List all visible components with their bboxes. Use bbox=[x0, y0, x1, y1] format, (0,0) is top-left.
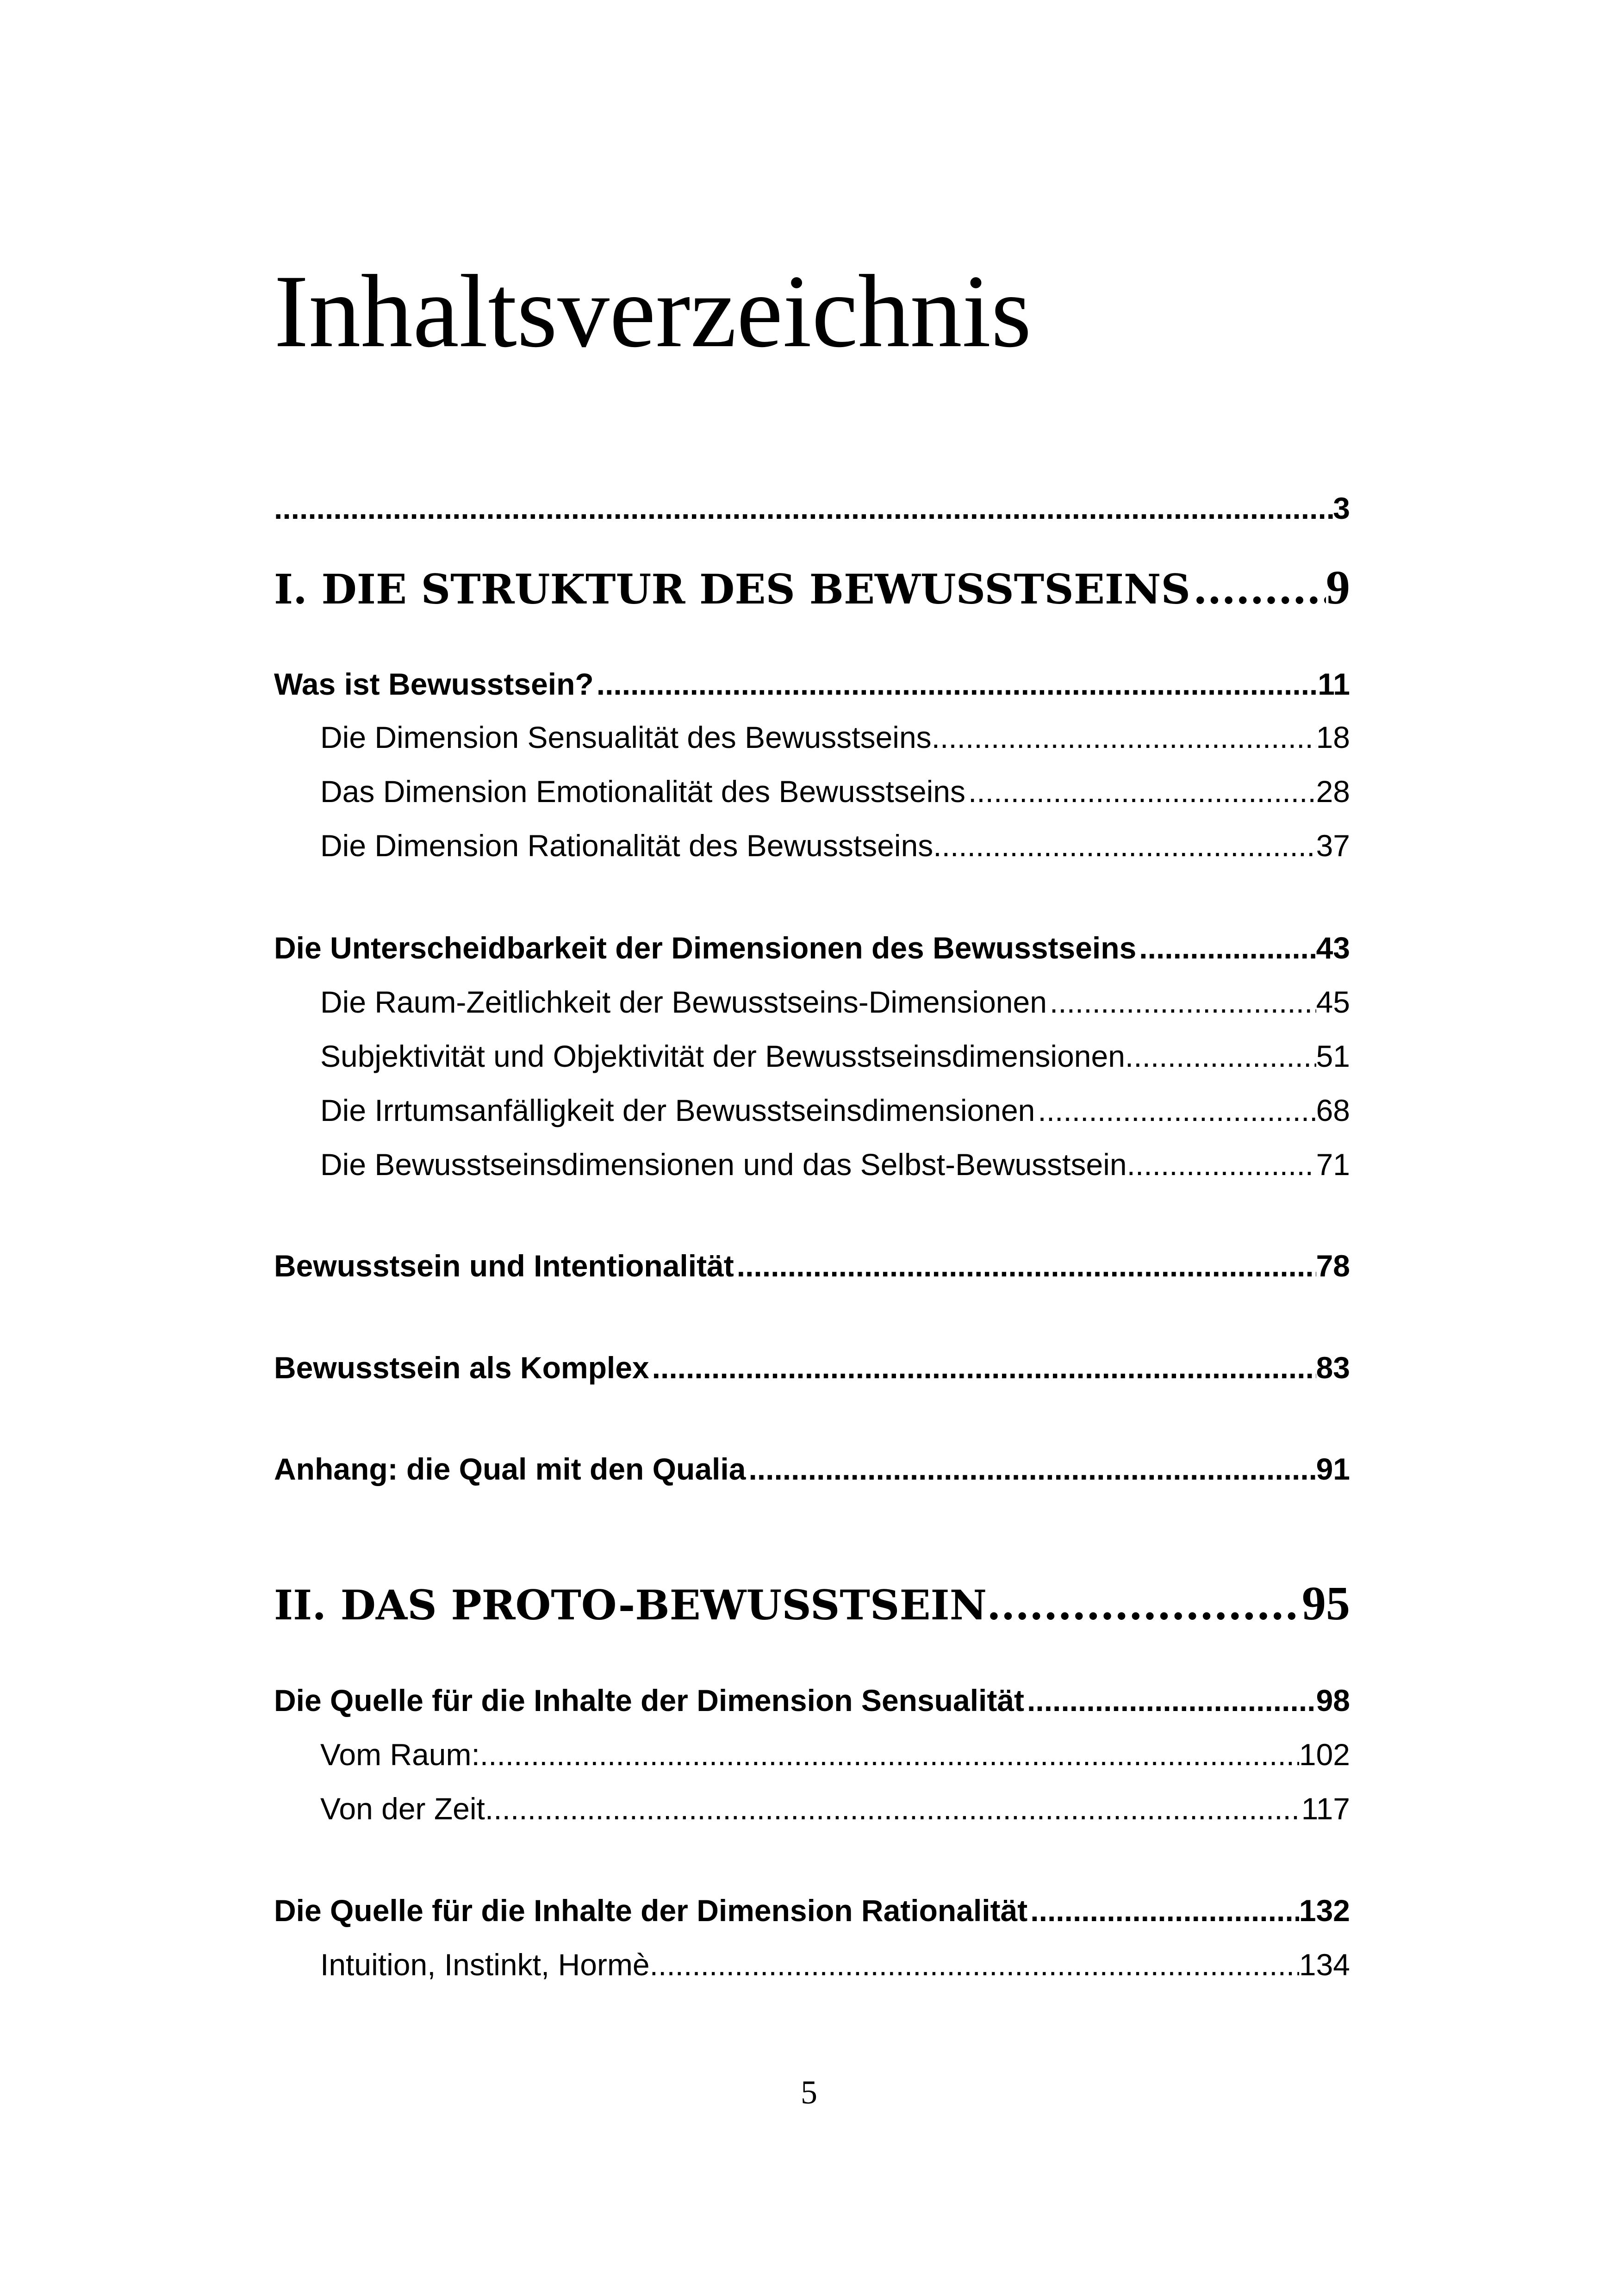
toc-section-7-1[interactable] bbox=[320, 1947, 1350, 1989]
toc-entry-page: 18 bbox=[1316, 720, 1350, 754]
toc-entry-label: Die Irrtumsanfälligkeit der Bewusstseinsdimensionen bbox=[320, 1093, 1035, 1127]
toc-section-1-1[interactable] bbox=[320, 720, 1350, 761]
toc-entry-label: Die Dimension Rationalität des Bewusstseins bbox=[320, 828, 933, 863]
dot-leader bbox=[480, 1737, 1299, 1772]
toc-entry-page: 91 bbox=[1316, 1452, 1350, 1486]
toc-chapter-5[interactable] bbox=[274, 1451, 1350, 1493]
toc-chapter-6[interactable] bbox=[274, 1683, 1350, 1724]
toc-chapter-1[interactable] bbox=[274, 666, 1350, 708]
toc-entry-page: 78 bbox=[1316, 1249, 1350, 1283]
toc-entry-label: Von der Zeit bbox=[320, 1792, 485, 1826]
dot-leader bbox=[274, 491, 1333, 526]
toc-entry-page: 51 bbox=[1316, 1039, 1350, 1073]
toc-entry-label: Die Dimension Sensualität des Bewusstseins bbox=[320, 720, 932, 754]
dot-leader bbox=[1027, 1683, 1316, 1718]
dot-leader bbox=[932, 720, 1316, 755]
dot-leader bbox=[485, 1791, 1301, 1826]
toc-entry-page: 11 bbox=[1318, 667, 1350, 701]
toc-part-page: 9 bbox=[1326, 561, 1350, 614]
toc-entry-page: 98 bbox=[1316, 1683, 1350, 1717]
dot-leader bbox=[1139, 930, 1316, 965]
toc-entry-label: Das Dimension Emotionalität des Bewusstseins bbox=[320, 774, 965, 809]
toc-entry-label: Die Bewusstseinsdimensionen und das Selbst-Bewusstsein bbox=[320, 1147, 1127, 1182]
toc-entry-label: Was ist Bewusstsein? bbox=[274, 667, 594, 701]
toc-entry-page: 37 bbox=[1316, 828, 1350, 863]
toc-entry-label: Bewusstsein und Intentionalität bbox=[274, 1249, 734, 1283]
toc-section-2-1[interactable] bbox=[320, 984, 1350, 1026]
dot-leader bbox=[650, 1947, 1299, 1982]
dot-leader bbox=[987, 1581, 1302, 1629]
toc-entry-label: Anhang: die Qual mit den Qualia bbox=[274, 1452, 746, 1486]
dot-leader bbox=[933, 828, 1316, 863]
toc-entry-label: Bewusstsein als Komplex bbox=[274, 1350, 649, 1385]
toc-entry-preface[interactable] bbox=[274, 491, 1350, 532]
toc-entry-page: 45 bbox=[1316, 985, 1350, 1019]
dot-leader bbox=[748, 1451, 1316, 1487]
toc-part-page: 95 bbox=[1302, 1577, 1350, 1630]
toc-section-6-2[interactable] bbox=[320, 1791, 1350, 1833]
dot-leader bbox=[597, 666, 1318, 702]
toc-part-label: I. DIE STRUKTUR DES BEWUSSTSEINS bbox=[274, 565, 1191, 613]
toc-entry-label: Subjektivität und Objektivität der Bewusstseinsdimensionen bbox=[320, 1039, 1125, 1073]
toc-chapter-3[interactable] bbox=[274, 1248, 1350, 1290]
toc-entry-label: Die Unterscheidbarkeit der Dimensionen des Bewusstseins bbox=[274, 931, 1137, 965]
toc-entry-page: 134 bbox=[1299, 1948, 1350, 1982]
toc-part-label: II. DAS PROTO-BEWUSSTSEIN bbox=[274, 1581, 987, 1629]
toc-entry-page: 28 bbox=[1316, 774, 1350, 809]
dot-leader bbox=[1050, 984, 1316, 1020]
dot-leader bbox=[968, 774, 1316, 809]
toc-section-6-1[interactable] bbox=[320, 1737, 1350, 1779]
toc-entry-page: 102 bbox=[1299, 1737, 1350, 1772]
toc-entry-label: Die Quelle für die Inhalte der Dimension Sensualität bbox=[274, 1683, 1025, 1717]
toc-chapter-7[interactable] bbox=[274, 1893, 1350, 1935]
dot-leader bbox=[1030, 1893, 1299, 1928]
toc-entry-page: 71 bbox=[1316, 1147, 1350, 1182]
page-title: Inhaltsverzeichnis bbox=[274, 253, 1032, 369]
toc-chapter-2[interactable] bbox=[274, 930, 1350, 972]
dot-leader bbox=[1038, 1093, 1316, 1128]
dot-leader bbox=[1127, 1147, 1316, 1182]
toc-entry-page: 43 bbox=[1316, 931, 1350, 965]
dot-leader bbox=[652, 1350, 1316, 1385]
dot-leader bbox=[737, 1248, 1316, 1283]
toc-chapter-4[interactable] bbox=[274, 1350, 1350, 1392]
toc-section-1-3[interactable] bbox=[320, 828, 1350, 870]
dot-leader bbox=[1193, 565, 1326, 613]
toc-entry-page: 132 bbox=[1299, 1893, 1350, 1928]
toc-section-2-3[interactable] bbox=[320, 1093, 1350, 1134]
dot-leader bbox=[1125, 1039, 1316, 1074]
toc-section-1-2[interactable] bbox=[320, 774, 1350, 815]
toc-entry-page: 117 bbox=[1301, 1792, 1350, 1826]
toc-entry-page: 3 bbox=[1333, 491, 1350, 525]
toc-part-1[interactable] bbox=[274, 560, 1350, 616]
page-number: 5 bbox=[801, 2074, 817, 2111]
toc-section-2-4[interactable] bbox=[320, 1147, 1350, 1188]
toc-part-2[interactable] bbox=[274, 1576, 1350, 1631]
toc-entry-label: Die Quelle für die Inhalte der Dimension Rationalität bbox=[274, 1893, 1028, 1928]
toc-entry-label: Die Raum-Zeitlichkeit der Bewusstseins-Dimensionen bbox=[320, 985, 1047, 1019]
toc-entry-label: Vom Raum: bbox=[320, 1737, 480, 1772]
toc-entry-page: 68 bbox=[1316, 1093, 1350, 1127]
toc-entry-page: 83 bbox=[1316, 1350, 1350, 1385]
toc-entry-label: Intuition, Instinkt, Hormè bbox=[320, 1948, 650, 1982]
toc-section-2-2[interactable] bbox=[320, 1039, 1350, 1080]
